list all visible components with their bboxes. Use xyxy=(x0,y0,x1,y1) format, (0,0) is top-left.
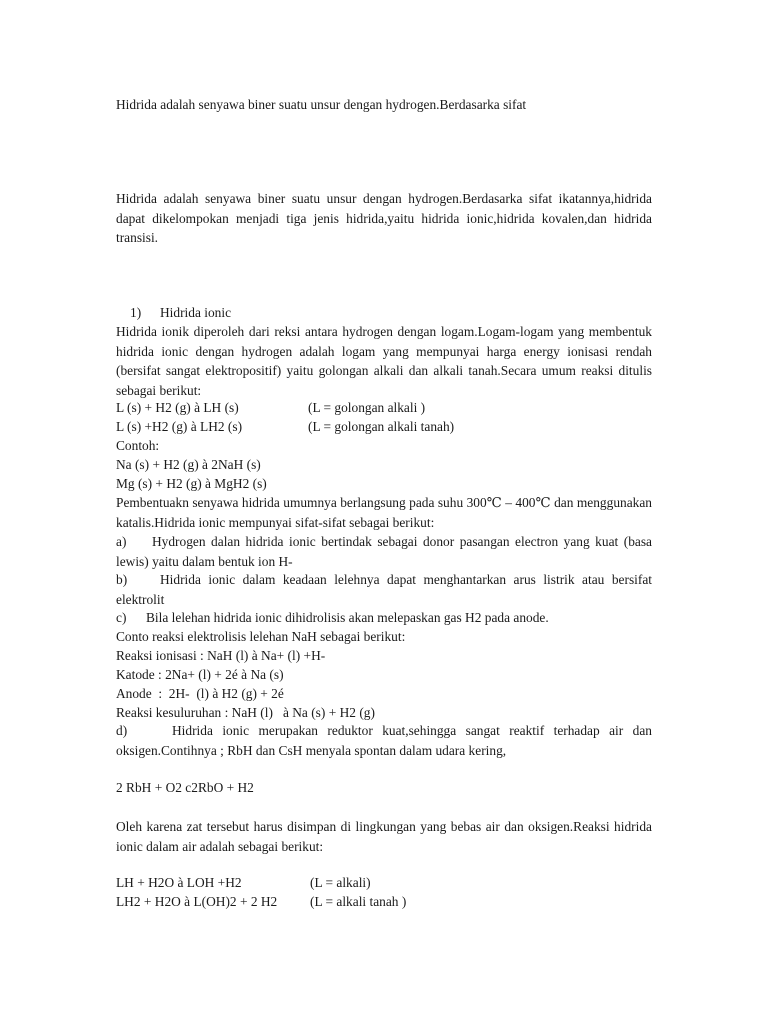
water-reaction-1: LH + H2O à LOH +H2 xyxy=(116,875,242,890)
example-2: Mg (s) + H2 (g) à MgH2 (s) xyxy=(116,476,267,491)
prop-d-marker: d) xyxy=(116,723,128,738)
prop-b-text: Hidrida ionic dalam keadaan lelehnya dapat menghantarkan arus listrik atau bersifat elektrolit xyxy=(116,572,652,607)
prop-d-text: Hidrida ionic merupakan reduktor kuat,sehingga sangat reaktif terhadap air dan oksigen.Contihnya ; RbH dan CsH menyala spontan dalam udara kering, xyxy=(116,723,652,758)
water-reaction-1-note: (L = alkali) xyxy=(310,875,371,890)
general-reaction-2-note: (L = golongan alkali tanah) xyxy=(308,419,455,434)
prop-a-text: Hydrogen dalan hidrida ionic bertindak sebagai donor pasangan electron yang kuat (basa lewis) yaitu dalam bentuk ion H- xyxy=(116,534,652,569)
general-reaction-1: L (s) + H2 (g) à LH (s) xyxy=(116,400,239,415)
prop-a-marker: a) xyxy=(116,534,127,549)
prop-c-marker: c) xyxy=(116,610,127,625)
general-reaction-2: L (s) +H2 (g) à LH2 (s) xyxy=(116,419,243,434)
example-1: Na (s) + H2 (g) à 2NaH (s) xyxy=(116,457,261,472)
electrolysis-intro: Conto reaksi elektrolisis lelehan NaH sebagai berikut: xyxy=(116,629,406,644)
electrolysis-anode: Anode : 2H- (l) à H2 (g) + 2é xyxy=(116,686,284,701)
general-reaction-1-note: (L = golongan alkali ) xyxy=(308,400,426,415)
water-reaction-2-note: (L = alkali tanah ) xyxy=(310,894,407,909)
section-paragraph: Hidrida ionik diperoleh dari reksi antara hydrogen dengan logam.Logam-logam yang membentuk hidrida ionic dengan hydrogen adalah logam yang mempunyai harga energy ionisasi rendah (bersifat sangat elektropositif) yaitu golongan alkali dan alkali tanah.Secara umum reaksi ditulis sebagai berikut: xyxy=(116,324,652,398)
title-line: Hidrida adalah senyawa biner suatu unsur dengan hydrogen.Berdasarka sifat xyxy=(116,97,527,112)
example-label: Contoh: xyxy=(116,438,160,453)
electrolysis-overall: Reaksi kesuluruhan : NaH (l) à Na (s) + H2 (g) xyxy=(116,705,375,720)
prop-c-text: Bila lelehan hidrida ionic dihidrolisis akan melepaskan gas H2 pada anode. xyxy=(146,610,549,625)
intro-paragraph: Hidrida adalah senyawa biner suatu unsur dengan hydrogen.Berdasarka sifat ikatannya,hidrida dapat dikelompokan menjadi tiga jenis hidrida,yaitu hidrida ionic,hidrida kovalen,dan hidrida transisi. xyxy=(116,191,652,246)
electrolysis-cathode: Katode : 2Na+ (l) + 2é à Na (s) xyxy=(116,667,284,682)
section-number: 1) xyxy=(130,305,142,320)
storage-paragraph: Oleh karena zat tersebut harus disimpan di lingkungan yang bebas air dan oksigen.Reaksi hidrida ionic dalam air adalah sebagai berikut: xyxy=(116,819,652,854)
electrolysis-ionization: Reaksi ionisasi : NaH (l) à Na+ (l) +H- xyxy=(116,648,326,663)
rbh-reaction: 2 RbH + O2 c2RbO + H2 xyxy=(116,780,254,795)
section-heading: Hidrida ionic xyxy=(160,305,232,320)
water-reaction-2: LH2 + H2O à L(OH)2 + 2 H2 xyxy=(116,894,278,909)
formation-paragraph: Pembentuakn senyawa hidrida umumnya berlangsung pada suhu 300℃ – 400℃ dan menggunakan katalis.Hidrida ionic mempunyai sifat-sifat sebagai berikut: xyxy=(116,495,652,530)
prop-b-marker: b) xyxy=(116,572,128,587)
